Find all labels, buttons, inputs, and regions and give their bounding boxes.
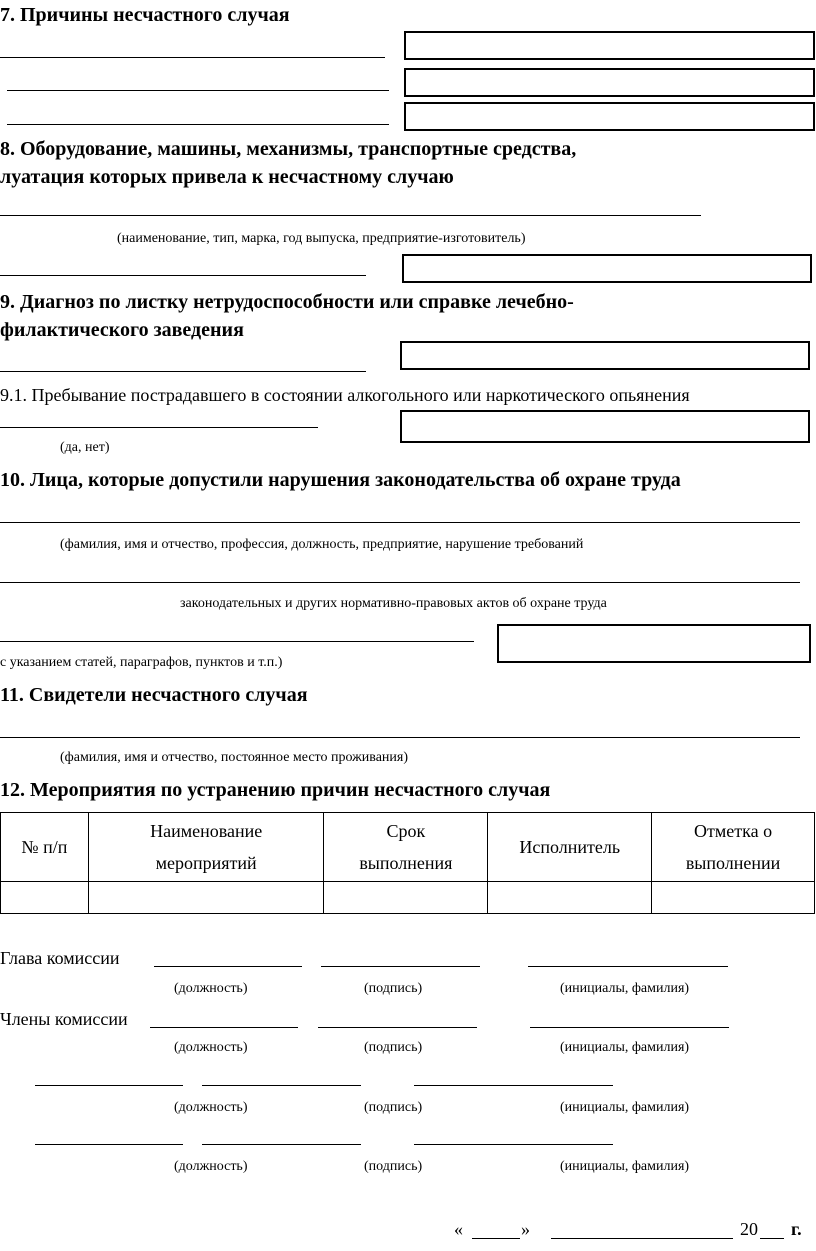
date-year-prefix: 20: [740, 1219, 758, 1239]
date-close-quote: »: [521, 1219, 530, 1239]
head-position-field[interactable]: [154, 966, 302, 967]
position-caption: (должность): [174, 1040, 248, 1055]
intoxication-question: 9.1. Пребывание пострадавшего в состоянии алкогольного или наркотического опьянения: [0, 385, 690, 405]
violators-field-3[interactable]: [0, 641, 474, 642]
table-cell[interactable]: [488, 882, 652, 914]
cause-field-3[interactable]: [7, 124, 389, 125]
table-cell[interactable]: [1, 882, 89, 914]
member3-position-field[interactable]: [35, 1144, 183, 1145]
intoxication-code-box[interactable]: [400, 410, 810, 443]
head-initials-field[interactable]: [528, 966, 728, 967]
violators-code-box[interactable]: [497, 624, 811, 663]
date-year-field[interactable]: [760, 1238, 784, 1239]
intoxication-field[interactable]: [0, 427, 318, 428]
member1-position-field[interactable]: [150, 1027, 298, 1028]
cause-code-box-3[interactable]: [404, 102, 815, 131]
section-9-title-line2: филактического заведения: [0, 319, 244, 341]
violators-field-1[interactable]: [0, 522, 800, 523]
member1-signature-field[interactable]: [318, 1027, 477, 1028]
equipment-field-2[interactable]: [0, 275, 366, 276]
commission-members-label: Члены комиссии: [0, 1009, 128, 1029]
member2-position-field[interactable]: [35, 1085, 183, 1086]
member3-signature-field[interactable]: [202, 1144, 361, 1145]
violators-caption-2: законодательных и других нормативно-правовых актов об охране труда: [180, 596, 607, 611]
head-signature-field[interactable]: [321, 966, 480, 967]
diagnosis-field[interactable]: [0, 371, 366, 372]
position-caption: (должность): [174, 1100, 248, 1115]
commission-head-label: Глава комиссии: [0, 948, 120, 968]
section-8-title-line2: луатация которых привела к несчастному случаю: [0, 166, 454, 188]
violators-caption-3: с указанием статей, параграфов, пунктов и т.п.): [0, 655, 283, 670]
witnesses-field[interactable]: [0, 737, 800, 738]
col-deadline-header: Срок выполнения: [324, 813, 488, 882]
violators-field-2[interactable]: [0, 582, 800, 583]
signature-caption: (подпись): [364, 981, 423, 996]
cause-field-1[interactable]: [0, 57, 385, 58]
initials-caption: (инициалы, фамилия): [560, 1159, 690, 1174]
col-measures-header: Наименование мероприятий: [88, 813, 324, 882]
signature-caption: (подпись): [364, 1040, 423, 1055]
position-caption: (должность): [174, 1159, 248, 1174]
col-number-header: № п/п: [1, 813, 89, 882]
section-12-title: 12. Мероприятия по устранению причин несчастного случая: [0, 779, 551, 801]
member3-initials-field[interactable]: [414, 1144, 613, 1145]
section-10-title: 10. Лица, которые допустили нарушения законодательства об охране труда: [0, 469, 681, 491]
cause-code-box-2[interactable]: [404, 68, 815, 97]
member1-initials-field[interactable]: [530, 1027, 729, 1028]
intoxication-caption: (да, нет): [60, 440, 110, 455]
cause-field-2[interactable]: [7, 90, 389, 91]
table-header-row: [1, 813, 815, 882]
col-executor-header: Исполнитель: [488, 813, 652, 882]
date-month-field[interactable]: [551, 1238, 733, 1239]
signature-caption: (подпись): [364, 1100, 423, 1115]
violators-caption-1: (фамилия, имя и отчество, профессия, должность, предприятие, нарушение требований: [60, 537, 584, 552]
equipment-caption: (наименование, тип, марка, год выпуска, предприятие-изготовитель): [117, 231, 526, 246]
section-8-title-line1: 8. Оборудование, машины, механизмы, транспортные средства,: [0, 138, 577, 160]
section-9-title-line1: 9. Диагноз по листку нетрудоспособности или справке лечебно-: [0, 291, 574, 313]
member2-initials-field[interactable]: [414, 1085, 613, 1086]
diagnosis-code-box[interactable]: [400, 341, 810, 370]
section-7-title: 7. Причины несчастного случая: [0, 4, 290, 26]
signature-caption: (подпись): [364, 1159, 423, 1174]
table-row: [1, 882, 815, 914]
table-cell[interactable]: [324, 882, 488, 914]
table-cell[interactable]: [88, 882, 324, 914]
col-completion-header: Отметка о выполнении: [652, 813, 815, 882]
initials-caption: (инициалы, фамилия): [560, 1040, 690, 1055]
position-caption: (должность): [174, 981, 248, 996]
witnesses-caption: (фамилия, имя и отчество, постоянное место проживания): [60, 750, 409, 765]
equipment-field[interactable]: [0, 215, 701, 216]
date-year-suffix: г.: [791, 1219, 802, 1239]
section-11-title: 11. Свидетели несчастного случая: [0, 684, 308, 706]
table-cell[interactable]: [652, 882, 815, 914]
date-day-field[interactable]: [472, 1238, 520, 1239]
equipment-code-box[interactable]: [402, 254, 812, 283]
initials-caption: (инициалы, фамилия): [560, 981, 690, 996]
measures-table: [0, 812, 815, 914]
date-open-quote: «: [454, 1219, 463, 1239]
initials-caption: (инициалы, фамилия): [560, 1100, 690, 1115]
member2-signature-field[interactable]: [202, 1085, 361, 1086]
cause-code-box-1[interactable]: [404, 31, 815, 60]
